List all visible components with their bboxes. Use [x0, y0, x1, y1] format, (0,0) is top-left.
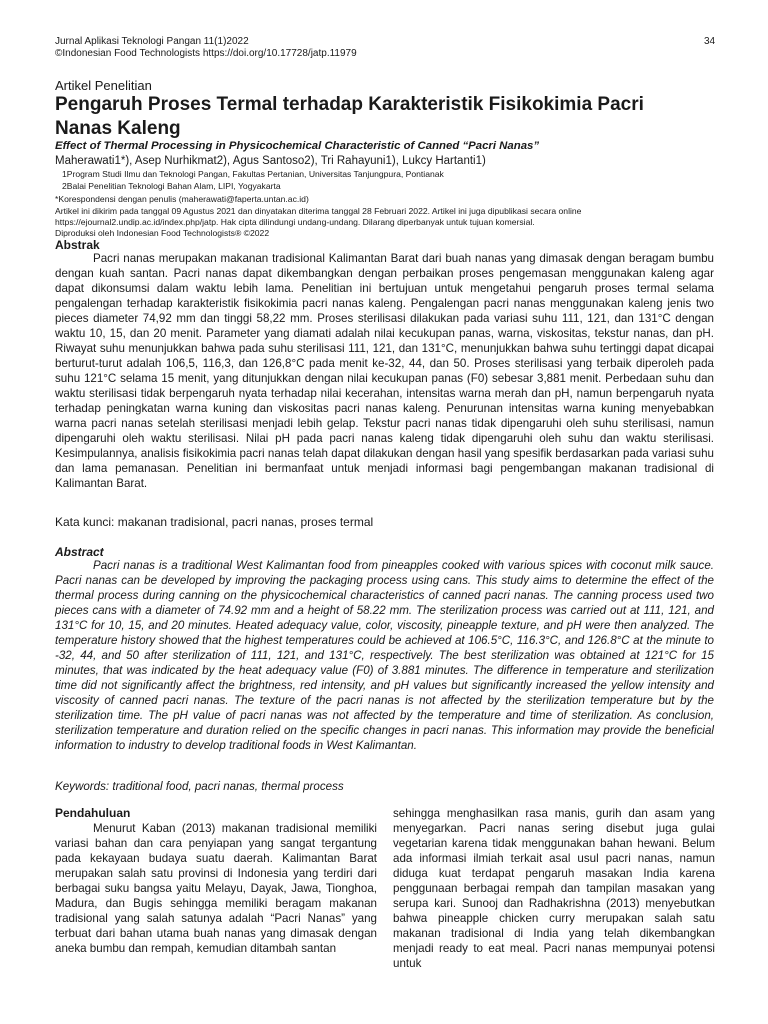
affiliation-2: 2Balai Penelitian Teknologi Bahan Alam, LIPI, Yogyakarta: [62, 181, 281, 191]
english-subtitle: Effect of Thermal Processing in Physicochemical Characteristic of Canned “Pacri Nanas”: [55, 140, 540, 152]
abstract-text: Pacri nanas is a traditional West Kalimantan food from pineapples cooked with various spices with coconut milk sauce. Pacri nanas can be developed by improving the packaging process using cans. This study aims to determine the effect of the thermal process during canning on the physicochemical characteristics of canned pacri nanas. The canning process used two pieces cans with a diameter of 74.92 mm and a height of 58.22 mm. The sterilization process was carried out at 111, 121, and 131°C for 10, 15, and 20 minutes. Heated adequacy value, color, viscosity, pineapple texture, and pH were then analyzed. The temperature history showed that the highest temperatures could be achieved at 106.5°C, 116.3°C, and 126.8°C at the minute to -32, 44, and 50 after sterilization of 111, 121, and 131°C, respectively. The best sterilization was obtained at 121°C for 15 minutes, that was indicated by the heat adequacy value (F0) of 3.881 minutes. The difference in temperature and sterilization time did not significantly affect the brightness, red intensity, and pH values but significantly increased the yellow intensity and viscosity of canned pacri nanas. The texture of the pacri nanas is not affected by the sterilization temperature but by the sterilization time. The pH value of pacri nanas was not affected by the temperature and time of sterilization. As conclusion, sterilization temperature and duration relied on the specific changes in pacri nanas. This information may provide the beneficial information to industry to develop traditional foods in West Kalimantan.: [55, 559, 714, 752]
pendahuluan-left-column: Menurut Kaban (2013) makanan tradisional memiliki variasi bahan dan cara penyiapan yang sangat tergantung pada kekayaan budaya suatu daerah. Kalimantan Barat merupakan salah satu provinsi di Indonesia yang terdiri dari berbagai suku bangsa yaitu Melayu, Dayak, Jawa, Tionghoa, Madura, dan Bugis sehingga memiliki beragam makanan tradisional yang salah satunya adalah “Pacri Nanas” yang terbuat dari bahan utama buah nanas yang dimasak dengan aneka bumbu dan rempah, kemudian ditambah santan: [55, 822, 377, 955]
authors: Maherawati1*), Asep Nurhikmat2), Agus Santoso2), Tri Rahayuni1), Lukcy Hartanti1): [55, 155, 486, 167]
kata-kunci: Kata kunci: makanan tradisional, pacri nanas, proses termal: [55, 515, 374, 529]
title-line-1: Pengaruh Proses Termal terhadap Karakteristik Fisikokimia Pacri: [55, 94, 644, 115]
title-line-2: Nanas Kaleng: [55, 118, 181, 139]
pendahuluan-right-column: sehingga menghasilkan rasa manis, gurih dan asam yang menyegarkan. Pacri nanas sering disebut juga gulai vegetarian karena tidak menggunakan bahan hewani. Belum ada informasi ilmiah terkait asal usul pacri nanas, namun diduga kuat terdapat pengaruh masakan India karena penggunaan berbagai rempah dan tampilan masakan yang serupa kari. Sunooj dan Radhakrishna (2013) menyebutkan bahwa pineapple chicken curry merupakan salah satu makanan tradisional di India yang telah dikembangkan menjadi ready to eat meal. Pacri nanas mempunyai potensi untuk: [393, 807, 715, 970]
affiliation-1: 1Program Studi Ilmu dan Teknologi Pangan, Fakultas Pertanian, Universitas Tanjungpura, Pontianak: [62, 169, 444, 179]
doi-line: ©Indonesian Food Technologists https://doi.org/10.17728/jatp.11979: [55, 48, 357, 59]
article-type: Artikel Penelitian: [55, 78, 152, 93]
journal-name: Jurnal Aplikasi Teknologi Pangan 11(1)2022: [55, 36, 249, 47]
page-number: 34: [704, 36, 716, 47]
keywords: Keywords: traditional food, pacri nanas, thermal process: [55, 780, 344, 793]
received-line-1: Artikel ini dikirim pada tanggal 09 Agustus 2021 dan dinyatakan diterima tanggal 28 Februari 2022. Artikel ini juga dipublikasi secara online: [55, 206, 582, 216]
abstract-heading: Abstract: [55, 545, 104, 559]
abstrak-text: Pacri nanas merupakan makanan tradisional Kalimantan Barat dari buah nanas yang dimasak dengan beragam bumbu dengan kuah santan. Pacri nanas dapat dikembangkan dengan perbaikan proses pengemasan menggunakan kaleng agar dapat dikonsumsi dalam waktu lebih lama. Penelitian ini bertujuan untuk mengetahui pengaruh proses termal selama pengalengan terhadap karakteristik fisikokimia pacri nanas kaleng. Pengalengan pacri nanas menggunakan kaleng jenis two pieces diameter 74,92 mm dan tinggi 58,22 mm. Proses sterilisasi dilakukan pada variasi suhu 111, 121, dan 131°C dengan waktu 10, 15, dan 20 menit. Parameter yang diamati adalah nilai kecukupan panas, warna, viskositas, tekstur nanas, dan pH. Riwayat suhu menunjukkan bahwa pada suhu sterilisasi 111, 121, dan 131°C, menunjukkan bahwa suhu tertinggi dapat dicapai berturut-turut adalah 106,5, 116,3, dan 126,8°C pada menit ke-32, 44, dan 50. Proses sterilisasi yang terbaik diperoleh pada suhu 121°C selama 15 menit, yang ditunjukkan dengan nilai kecukupan panas (F0) sebesar 3,881 menit. Perbedaan suhu dan waktu sterilisasi tidak berpengaruh nyata terhadap nilai kecerahan, intensitas warna merah dan pH, namun berpengaruh nyata terhadap peningkatan warna kuning dan viskositas pacri nanas kaleng. Penurunan intensitas warna kuning menyebabkan warna pacri nanas setelah sterilisasi menjadi lebih gelap. Tekstur pacri nanas tidak dipengaruhi oleh suhu sterilisasi, namun dipengaruhi oleh waktu sterilisasi. Nilai pH pada pacri nanas kaleng tidak dipengaruhi oleh suhu dan waktu sterilisasi. Kesimpulannya, analisis fisikokimia pacri nanas telah dapat dilakukan dengan hasil yang spesifik berdasarkan pada variasi suhu dan lama pemanasan. Penelitian ini bermanfaat untuk menjadi informasi bagi pengembangan makanan tradisional di Kalimantan Barat.: [55, 252, 714, 490]
pendahuluan-heading: Pendahuluan: [55, 806, 131, 820]
received-line-2: https://ejournal2.undip.ac.id/index.php/jatp. Hak cipta dilindungi undang-undang. Dilarang diperbanyak untuk tujuan komersial.: [55, 217, 535, 227]
reproduction-note: Diproduksi oleh Indonesian Food Technologists® ©2022: [55, 228, 270, 238]
abstrak-heading: Abstrak: [55, 238, 100, 252]
correspondence: *Korespondensi dengan penulis (maherawati@faperta.untan.ac.id): [55, 194, 309, 204]
